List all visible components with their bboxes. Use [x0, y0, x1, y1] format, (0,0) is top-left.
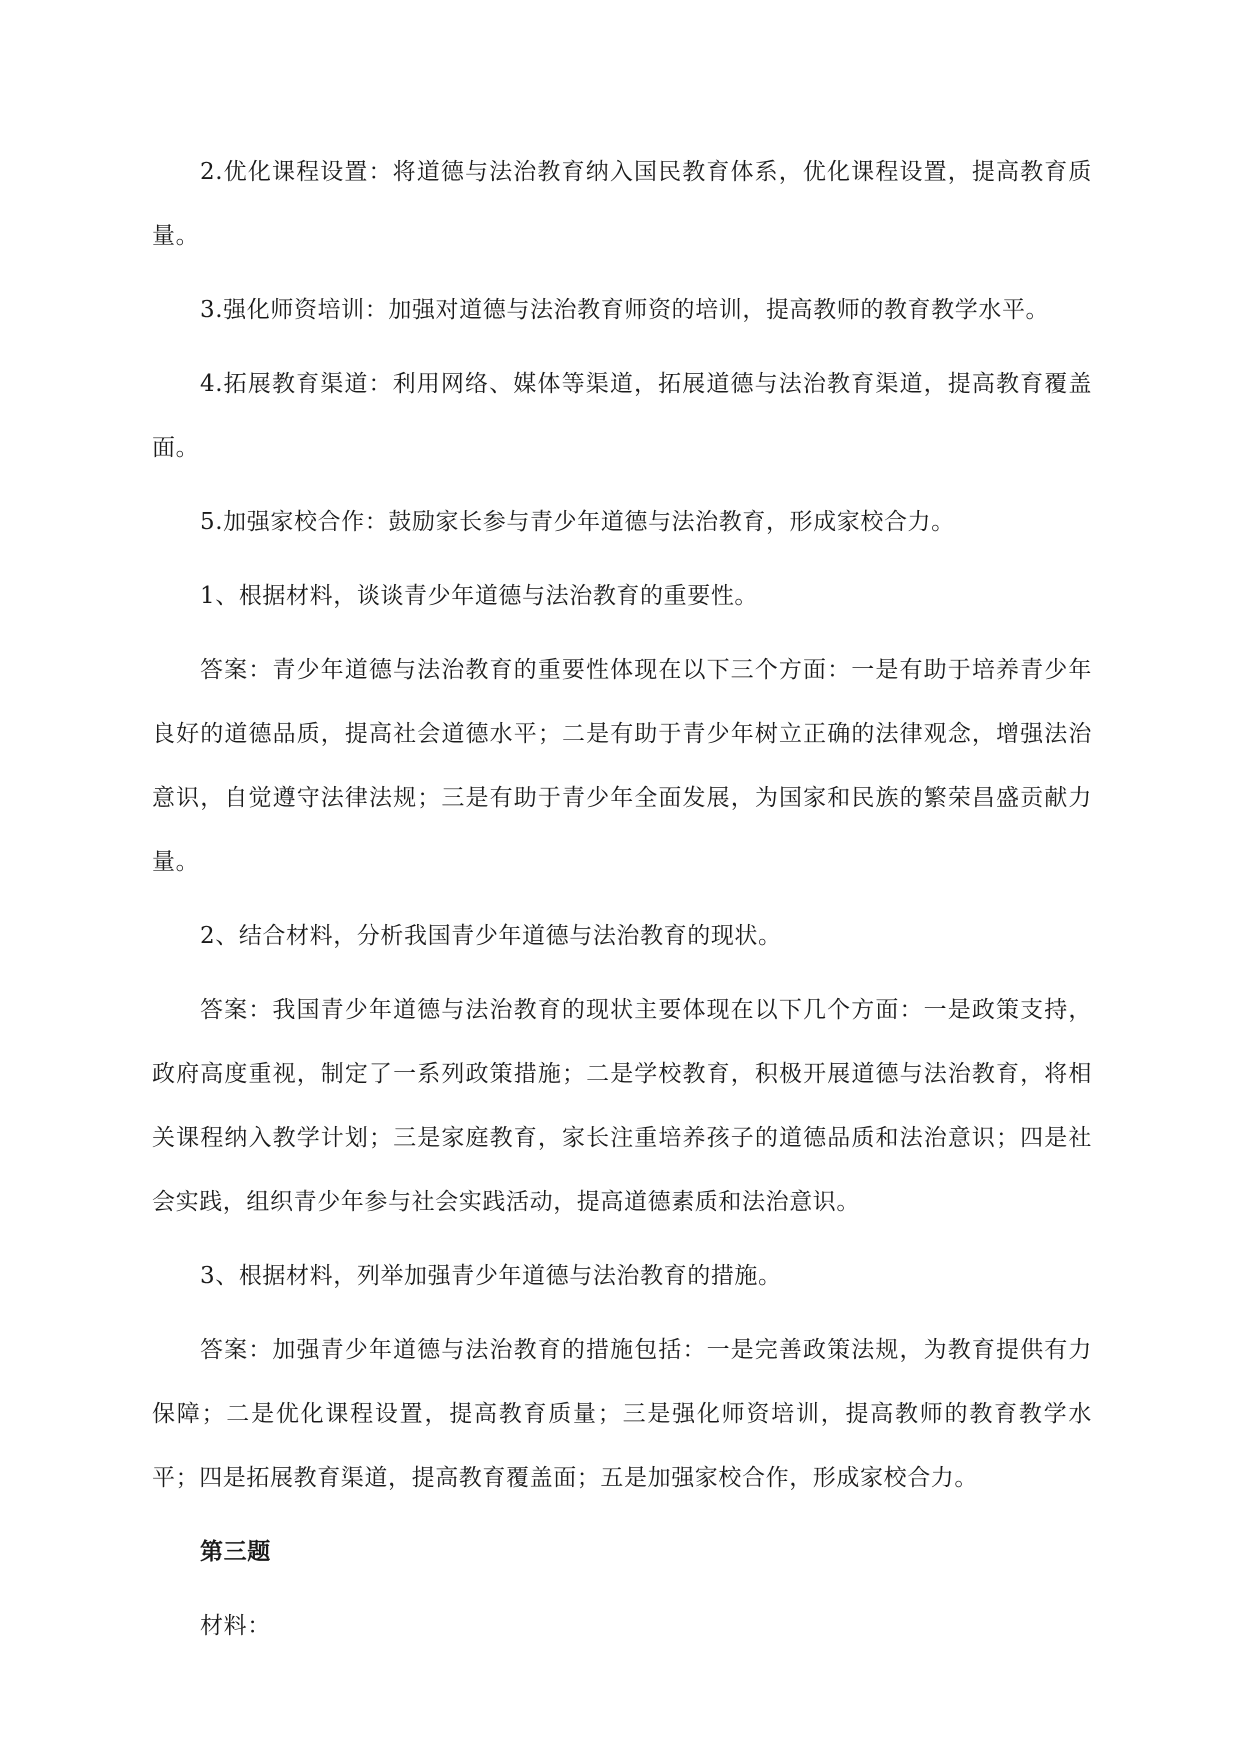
answer-3: 答案：加强青少年道德与法治教育的措施包括：一是完善政策法规，为教育提供有力保障；二是优化课程设置，提高教育质量；三是强化师资培训，提高教师的教育教学水平；四是拓展教育渠道，提高教育覆盖面；五是加强家校合作，形成家校合力。 [152, 1337, 1092, 1491]
paragraph-course-settings: 2.优化课程设置：将道德与法治教育纳入国民教育体系，优化课程设置，提高教育质量。 [152, 159, 1092, 249]
paragraph-teacher-training: 3.强化师资培训：加强对道德与法治教育师资的培训，提高教师的教育教学水平。 [200, 297, 1050, 323]
material-label: 材料： [200, 1613, 271, 1639]
question-2: 2、结合材料，分析我国青少年道德与法治教育的现状。 [200, 923, 782, 949]
question-3: 3、根据材料，列举加强青少年道德与法治教育的措施。 [200, 1263, 782, 1289]
question-1: 1、根据材料，谈谈青少年道德与法治教育的重要性。 [200, 583, 759, 609]
answer-2: 答案：我国青少年道德与法治教育的现状主要体现在以下几个方面：一是政策支持，政府高度重视，制定了一系列政策措施；二是学校教育，积极开展道德与法治教育，将相关课程纳入教学计划；三是家庭教育，家长注重培养孩子的道德品质和法治意识；四是社会实践，组织青少年参与社会实践活动，提高道德素质和法治意识。 [152, 997, 1092, 1215]
document-page [152, 140, 1092, 1668]
section-heading: 第三题 [200, 1539, 271, 1565]
paragraph-education-channels: 4.拓展教育渠道：利用网络、媒体等渠道，拓展道德与法治教育渠道，提高教育覆盖面。 [152, 371, 1092, 461]
paragraph-home-school: 5.加强家校合作：鼓励家长参与青少年道德与法治教育，形成家校合力。 [200, 509, 955, 535]
answer-1: 答案：青少年道德与法治教育的重要性体现在以下三个方面：一是有助于培养青少年良好的道德品质，提高社会道德水平；二是有助于青少年树立正确的法律观念，增强法治意识，自觉遵守法律法规；三是有助于青少年全面发展，为国家和民族的繁荣昌盛贡献力量。 [152, 657, 1092, 875]
